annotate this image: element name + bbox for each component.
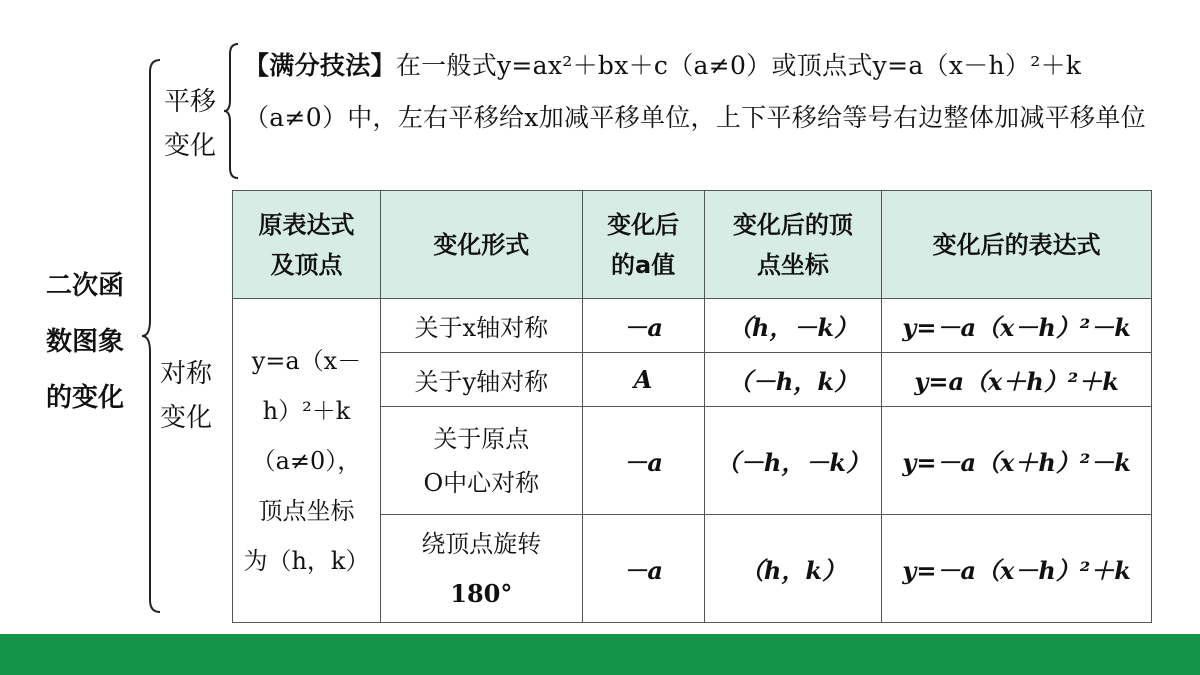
- translation-tip: [244, 40, 1156, 144]
- a-value-cell: －a: [582, 407, 704, 515]
- header-line: 及顶点: [270, 250, 343, 279]
- header-line: 原表达式: [258, 210, 355, 239]
- header-line: 变化后的表达式: [932, 230, 1101, 259]
- symmetry-table: [232, 190, 1152, 623]
- original-line: y=a（x－: [251, 346, 362, 375]
- header-line: 变化形式: [433, 230, 530, 259]
- table-row: [233, 299, 1152, 353]
- original-line: 为（h，k）: [243, 546, 370, 575]
- form-line: 关于y轴对称: [414, 368, 549, 396]
- form-cell: [380, 353, 582, 407]
- vertex-cell: （－h，k）: [704, 353, 882, 407]
- header-original: [233, 191, 381, 299]
- original-expression-cell: [233, 299, 381, 623]
- main-topic-line: 数图象: [46, 327, 125, 357]
- expression-cell: y=－a（x－h）²＋k: [882, 515, 1152, 623]
- form-cell: [380, 515, 582, 623]
- form-line: 180°: [450, 578, 513, 608]
- symmetry-label-line: 变化: [160, 403, 213, 433]
- form-line: O中心对称: [423, 468, 540, 497]
- form-cell: [380, 299, 582, 353]
- header-vertex: [704, 191, 882, 299]
- main-topic-line: 二次函: [46, 271, 125, 301]
- form-cell: [380, 407, 582, 515]
- header-line: 的a值: [611, 250, 676, 279]
- table-header-row: [233, 191, 1152, 299]
- expression-cell: y=－a（x－h）²－k: [882, 299, 1152, 353]
- header-line: 点坐标: [756, 250, 829, 279]
- vertex-cell: （h，k）: [704, 515, 882, 623]
- translation-label-line: 变化: [164, 131, 217, 161]
- header-form: [380, 191, 582, 299]
- form-line: 关于x轴对称: [414, 314, 549, 342]
- original-line: （a≠0），: [251, 446, 362, 475]
- original-line: 顶点坐标: [258, 496, 355, 525]
- translation-brace: [222, 42, 242, 180]
- header-line: 变化后的顶: [732, 210, 853, 239]
- a-value-cell: －a: [582, 299, 704, 353]
- a-value-cell: －a: [582, 515, 704, 623]
- main-topic-label: [46, 258, 146, 426]
- translation-label-line: 平移: [164, 87, 217, 117]
- vertex-cell: （－h，－k）: [704, 407, 882, 515]
- original-line: h）²＋k: [262, 396, 351, 425]
- expression-cell: y=－a（x＋h）²－k: [882, 407, 1152, 515]
- vertex-cell: （h，－k）: [704, 299, 882, 353]
- symmetry-label-line: 对称: [160, 359, 213, 389]
- a-value-cell: A: [582, 353, 704, 407]
- main-brace: [140, 58, 164, 614]
- header-a-value: [582, 191, 704, 299]
- footer-bar: [0, 634, 1200, 675]
- symmetry-brace: [224, 190, 234, 200]
- header-line: 变化后: [607, 210, 680, 239]
- form-line: 绕顶点旋转: [421, 529, 542, 558]
- tip-body: 在一般式y=ax²＋bx＋c（a≠0）或顶点式y=a（x－h）²＋k（a≠0）中，左右平移给x加减平移单位，上下平移给等号右边整体加减平移单位: [244, 51, 1146, 132]
- expression-cell: y=a（x＋h）²＋k: [882, 353, 1152, 407]
- tip-heading: 【满分技法】: [244, 51, 396, 80]
- main-topic-line: 的变化: [46, 383, 125, 413]
- header-expression: [882, 191, 1152, 299]
- form-line: 关于原点: [433, 424, 530, 453]
- symmetry-label: [160, 352, 230, 440]
